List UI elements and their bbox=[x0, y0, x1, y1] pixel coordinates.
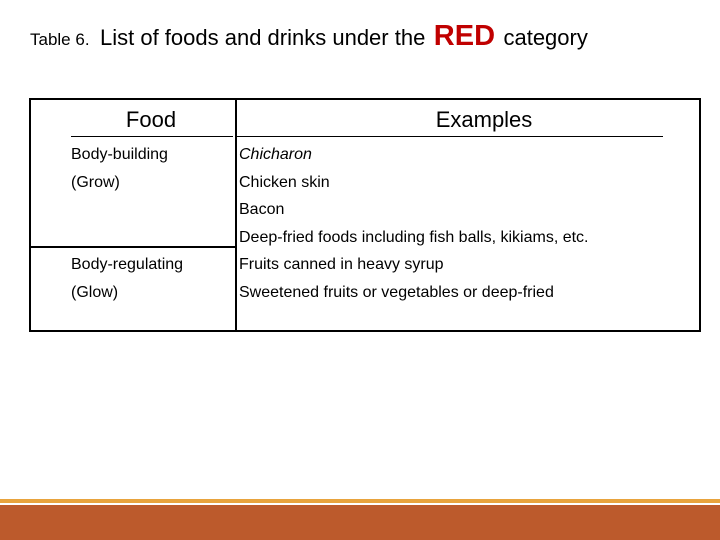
title-highlight-red: RED bbox=[433, 20, 496, 52]
food-glow-line-1: Body-regulating bbox=[71, 256, 184, 273]
row-divider bbox=[31, 246, 235, 248]
table-number-label: Table 6. bbox=[30, 30, 90, 49]
food-cell-grow bbox=[71, 141, 231, 196]
example-item: Chicken skin bbox=[239, 173, 330, 191]
example-item: Deep-fried foods including fish balls, kikiams, etc. bbox=[239, 228, 589, 246]
header-examples: Examples bbox=[435, 107, 533, 132]
food-cell-glow bbox=[71, 251, 231, 306]
footer-bar bbox=[0, 505, 720, 540]
food-grow-line-2: (Grow) bbox=[71, 173, 120, 191]
food-glow-line-2: (Glow) bbox=[71, 283, 119, 301]
foods-table bbox=[29, 98, 701, 332]
example-item: Bacon bbox=[239, 201, 285, 218]
footer-accent-stripe bbox=[0, 499, 720, 503]
header-food: Food bbox=[125, 107, 177, 132]
food-grow-line-1: Body-building bbox=[71, 146, 168, 163]
examples-cell bbox=[239, 141, 699, 306]
example-item: Fruits canned in heavy syrup bbox=[239, 256, 444, 273]
header-rule-examples bbox=[237, 136, 663, 137]
title-suffix: category bbox=[503, 25, 588, 50]
title-text: List of foods and drinks under the bbox=[100, 25, 426, 50]
example-item: Sweetened fruits or vegetables or deep-fried bbox=[239, 283, 554, 301]
example-item: Chicharon bbox=[239, 146, 312, 163]
header-rule-food bbox=[71, 136, 233, 137]
slide-title bbox=[30, 20, 710, 53]
column-divider bbox=[235, 100, 237, 330]
